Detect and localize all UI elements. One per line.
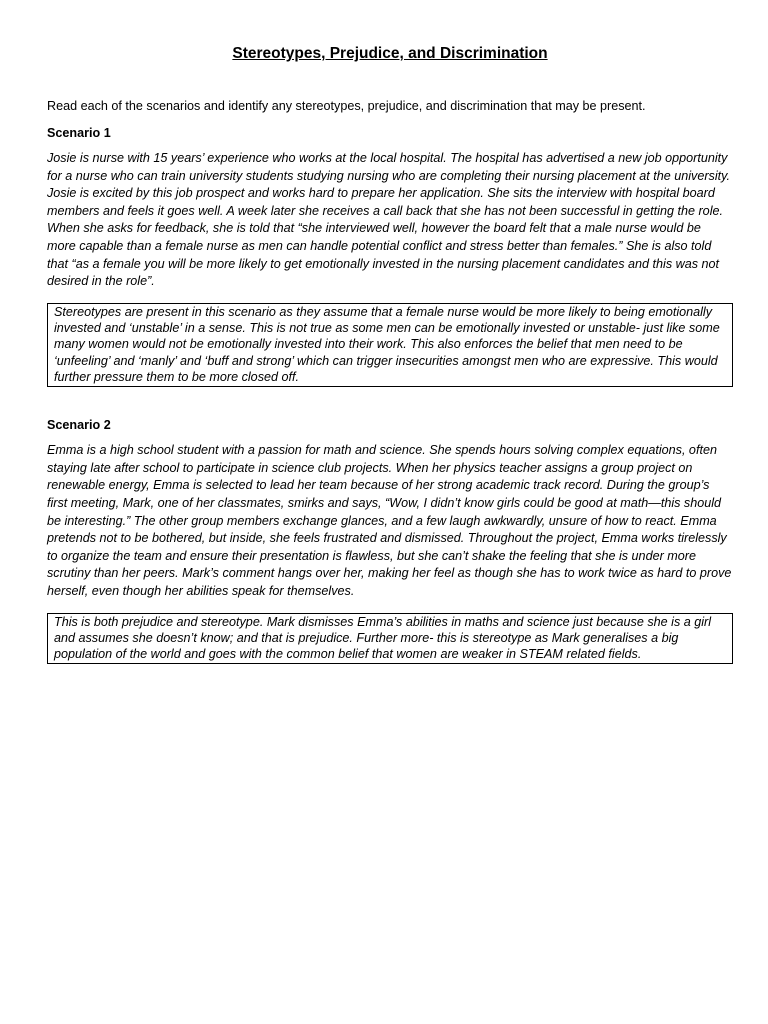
- scenario-1-answer-box[interactable]: Stereotypes are present in this scenario as they assume that a female nurse would be more likely to being emotionally invested and ‘unstable’ in a sense. This is not true as some men can be emotionally invested or unstable- just like some many women would not be emotionally invested into their work. This also enforces the belief that men need to be ‘unfeeling’ and ‘manly’ and ‘buff and strong’ which can trigger insecurities amongst men who are expressive. This would further pressure them to be more closed off.: [47, 303, 733, 387]
- scenario-2-text: Emma is a high school student with a passion for math and science. She spends hours solving complex equations, often staying late after school to participate in science club projects. When her physics teacher assigns a group project on renewable energy, Emma is selected to lead her team because of her strong academic track record. During the group’s first meeting, Mark, one of her classmates, smirks and says, “Wow, I didn’t know girls could be good at math—this should be interesting.” The other group members exchange glances, and a few laugh awkwardly, unsure of how to react. Emma pretends not to be bothered, but inside, she feels frustrated and dismissed. Throughout the project, Emma works tirelessly to organize the team and ensure their presentation is flawless, but she can’t shake the feeling that she is under more scrutiny than her peers. Mark’s comment hangs over her, making her feel as though she has to work twice as hard to prove herself, even though her abilities speak for themselves.: [47, 443, 732, 598]
- intro-paragraph: Read each of the scenarios and identify any stereotypes, prejudice, and discrimination that may be present.: [47, 99, 646, 113]
- scenario-1-section: [47, 124, 733, 387]
- scenario-2-section: [47, 416, 733, 664]
- scenario-2-answer-box[interactable]: This is both prejudice and stereotype. Mark dismisses Emma’s abilities in maths and science just because she is a girl and assumes she doesn’t know; and that is prejudice. Further more- this is stereotype as Mark generalises a big population of the world and goes with the common belief that women are weaker in STEAM related fields.: [47, 613, 733, 665]
- section-spacer: [47, 387, 733, 407]
- scenario-1-heading: Scenario 1: [47, 126, 111, 140]
- scenario-2-heading: Scenario 2: [47, 418, 111, 433]
- page-title: Stereotypes, Prejudice, and Discrimination: [232, 45, 548, 62]
- scenario-1-text: Josie is nurse with 15 years’ experience who works at the local hospital. The hospital has advertised a new job opportunity for a nurse who can train university students studying nursing who are completing their nursing placement at the university. Josie is excited by this job prospect and works hard to prepare her application. She sits the interview with hospital board members and feels it goes well. A week later she receives a call back that she has not been successful in getting the role. When she asks for feedback, she is told that “she interviewed well, however the board felt that a male nurse would be more capable than a female nurse as men can handle potential conflict and stress better than females.” She is also told that “as a female you will be more likely to get emotionally invested in the nursing placement candidates and this was not desired in the role”.: [47, 151, 730, 289]
- document-page: [47, 0, 733, 664]
